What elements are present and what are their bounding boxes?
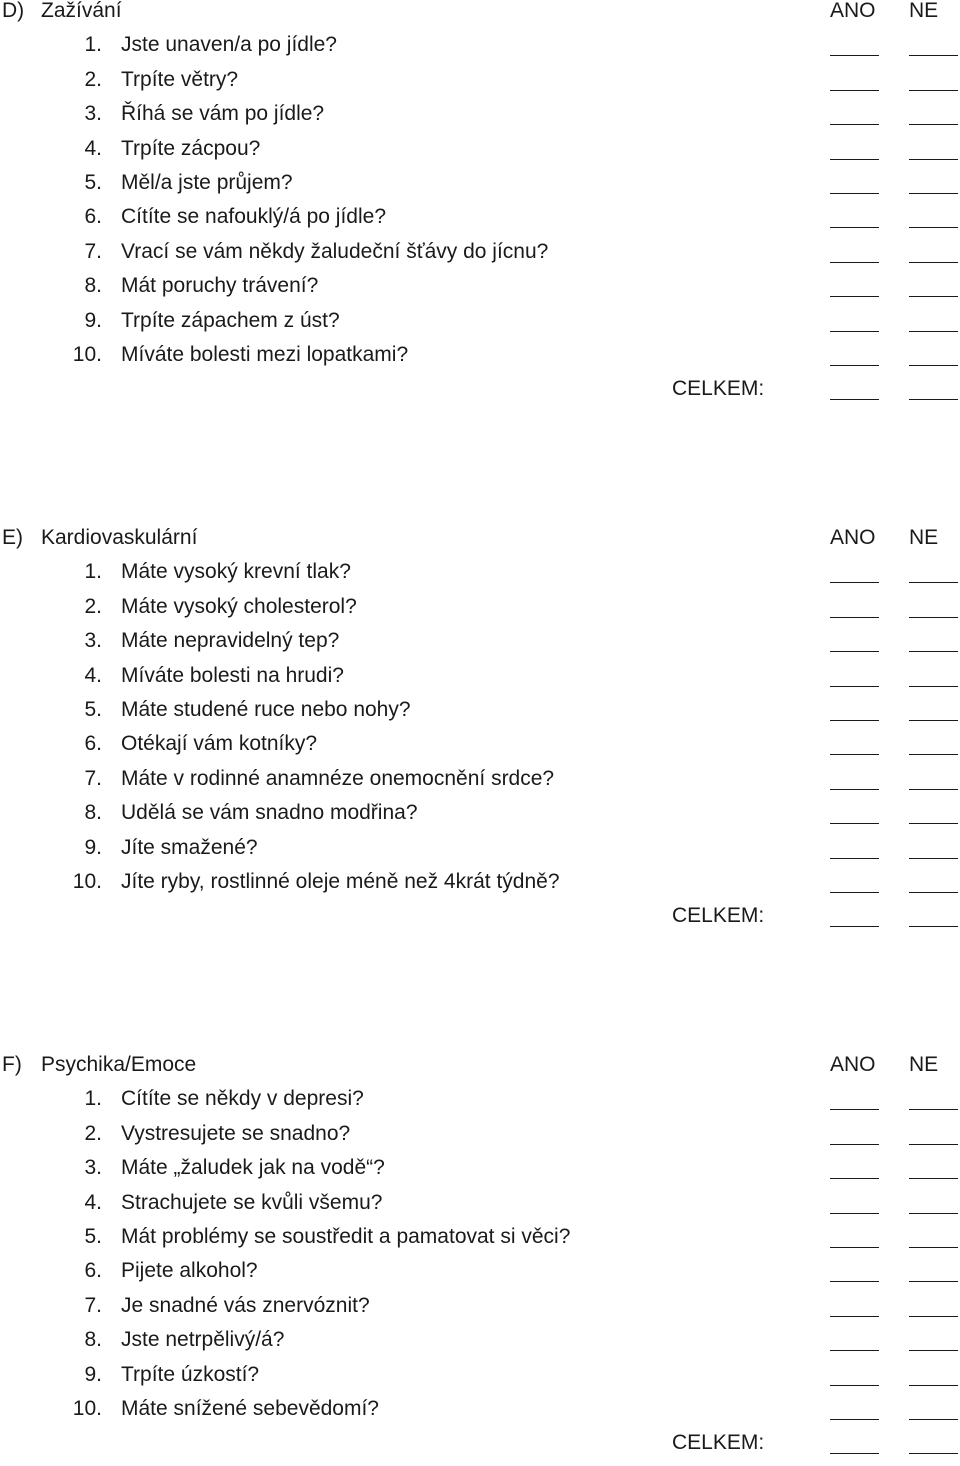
question-number: 8.	[84, 274, 102, 298]
total-blank-ne[interactable]	[909, 399, 958, 400]
question-text: Mát poruchy trávení?	[121, 274, 319, 298]
question-row	[0, 871, 960, 905]
question-number: 1.	[84, 560, 102, 584]
question-number: 5.	[84, 698, 102, 721]
total-blank-ano[interactable]	[830, 1453, 879, 1454]
question-row	[0, 1226, 960, 1260]
question-text: Jíte smažené?	[121, 835, 258, 859]
answer-blank-ne[interactable]	[909, 720, 958, 721]
question-row	[0, 561, 960, 595]
question-number: 3.	[84, 102, 102, 126]
answer-blank-ne[interactable]	[909, 1109, 958, 1110]
question-text: Trpíte úzkostí?	[121, 1362, 260, 1386]
question-number: 2.	[84, 594, 102, 618]
total-blank-ano[interactable]	[830, 399, 879, 400]
answer-blank-ne[interactable]	[909, 1281, 958, 1282]
answer-blank-ano[interactable]	[830, 365, 879, 366]
answer-blank-ano[interactable]	[830, 754, 879, 755]
column-header-ano: ANO	[830, 0, 876, 22]
question-text: Strachujete se kvůli všemu?	[121, 1190, 383, 1214]
answer-blank-ne[interactable]	[909, 892, 958, 893]
answer-blank-ne[interactable]	[909, 262, 958, 263]
answer-blank-ano[interactable]	[830, 617, 879, 618]
question-text: Jste netrpělivý/á?	[121, 1328, 285, 1352]
question-row	[0, 802, 960, 836]
question-number: 3.	[84, 629, 102, 653]
answer-blank-ne[interactable]	[909, 1350, 958, 1351]
question-number: 7.	[84, 766, 102, 790]
question-row	[0, 206, 960, 240]
answer-blank-ne[interactable]	[909, 227, 958, 228]
question-row	[0, 733, 960, 767]
answer-blank-ano[interactable]	[830, 1385, 879, 1386]
section-header	[0, 527, 960, 561]
answer-blank-ano[interactable]	[830, 823, 879, 824]
answer-blank-ano[interactable]	[830, 1178, 879, 1179]
column-header-ne: NE	[909, 526, 939, 549]
question-row	[0, 665, 960, 699]
question-number: 5.	[84, 1225, 102, 1248]
answer-blank-ne[interactable]	[909, 1247, 958, 1248]
answer-blank-ne[interactable]	[909, 1419, 958, 1420]
question-number: 2.	[84, 1121, 102, 1145]
question-text: Míváte bolesti na hrudi?	[121, 663, 344, 687]
total-row	[0, 378, 960, 412]
question-text: Pijete alkohol?	[121, 1259, 258, 1283]
section-letter: D)	[2, 0, 25, 22]
question-row	[0, 103, 960, 137]
question-row	[0, 1398, 960, 1432]
answer-blank-ne[interactable]	[909, 686, 958, 687]
question-text: Měl/a jste průjem?	[121, 171, 293, 194]
question-number: 9.	[84, 308, 102, 332]
question-text: Udělá se vám snadno modřina?	[121, 801, 418, 825]
answer-blank-ano[interactable]	[830, 720, 879, 721]
answer-blank-ne[interactable]	[909, 789, 958, 790]
total-row	[0, 905, 960, 939]
question-row	[0, 699, 960, 733]
question-text: Cítíte se nafouklý/á po jídle?	[121, 205, 386, 229]
section-title: Psychika/Emoce	[41, 1053, 197, 1076]
column-header-ne: NE	[909, 1053, 939, 1076]
answer-blank-ne[interactable]	[909, 754, 958, 755]
answer-blank-ano[interactable]	[830, 1144, 879, 1145]
answer-blank-ne[interactable]	[909, 823, 958, 824]
question-number: 1.	[84, 33, 102, 57]
question-number: 9.	[84, 1362, 102, 1386]
total-label: CELKEM:	[672, 1431, 765, 1455]
question-text: Vystresujete se snadno?	[121, 1121, 351, 1145]
total-label: CELKEM:	[672, 904, 765, 928]
question-text: Říhá se vám po jídle?	[121, 102, 325, 126]
answer-blank-ne[interactable]	[909, 124, 958, 125]
question-row	[0, 630, 960, 664]
question-text: Máte vysoký krevní tlak?	[121, 560, 351, 584]
column-header-ano: ANO	[830, 526, 876, 549]
total-blank-ne[interactable]	[909, 1453, 958, 1454]
question-text: Je snadné vás znervóznit?	[121, 1293, 370, 1317]
section-letter: E)	[2, 526, 23, 549]
answer-blank-ne[interactable]	[909, 1144, 958, 1145]
question-row	[0, 1260, 960, 1294]
column-header-ne: NE	[909, 0, 939, 22]
total-row	[0, 1432, 960, 1466]
answer-blank-ano[interactable]	[830, 892, 879, 893]
answer-blank-ne[interactable]	[909, 55, 958, 56]
question-number: 8.	[84, 1328, 102, 1352]
question-row	[0, 344, 960, 378]
answer-blank-ano[interactable]	[830, 651, 879, 652]
answer-blank-ano[interactable]	[830, 193, 879, 194]
question-number: 2.	[84, 67, 102, 91]
answer-blank-ne[interactable]	[909, 617, 958, 618]
question-number: 5.	[84, 171, 102, 194]
answer-blank-ano[interactable]	[830, 296, 879, 297]
section-title: Zažívání	[41, 0, 122, 22]
question-row	[0, 1364, 960, 1398]
question-number: 7.	[84, 1293, 102, 1317]
question-text: Trpíte zápachem z úst?	[121, 308, 340, 332]
question-text: Mát problémy se soustředit a pamatovat si věci?	[121, 1225, 571, 1248]
answer-blank-ano[interactable]	[830, 1213, 879, 1214]
question-row	[0, 837, 960, 871]
column-header-ano: ANO	[830, 1053, 876, 1076]
question-row	[0, 1088, 960, 1122]
question-number: 7.	[84, 239, 102, 263]
question-text: Máte studené ruce nebo nohy?	[121, 698, 411, 721]
answer-blank-ne[interactable]	[909, 858, 958, 859]
section-header	[0, 0, 960, 34]
question-row	[0, 172, 960, 206]
question-number: 8.	[84, 801, 102, 825]
answer-blank-ano[interactable]	[830, 55, 879, 56]
question-number: 6.	[84, 1259, 102, 1283]
answer-blank-ne[interactable]	[909, 1213, 958, 1214]
answer-blank-ano[interactable]	[830, 1281, 879, 1282]
question-text: Jíte ryby, rostlinné oleje méně než 4krát týdně?	[121, 870, 560, 893]
question-number: 10.	[72, 343, 102, 366]
question-number: 6.	[84, 205, 102, 229]
question-number: 1.	[84, 1087, 102, 1111]
question-row	[0, 1295, 960, 1329]
question-row	[0, 138, 960, 172]
question-row	[0, 34, 960, 68]
question-row	[0, 1123, 960, 1157]
question-number: 4.	[84, 136, 102, 160]
question-text: Máte v rodinné anamnéze onemocnění srdce?	[121, 766, 555, 790]
answer-blank-ne[interactable]	[909, 159, 958, 160]
answer-blank-ano[interactable]	[830, 331, 879, 332]
answer-blank-ano[interactable]	[830, 1247, 879, 1248]
question-row	[0, 1157, 960, 1191]
answer-blank-ano[interactable]	[830, 582, 879, 583]
answer-blank-ano[interactable]	[830, 789, 879, 790]
answer-blank-ano[interactable]	[830, 124, 879, 125]
question-text: Jste unaven/a po jídle?	[121, 33, 337, 57]
question-text: Máte snížené sebevědomí?	[121, 1397, 379, 1420]
question-text: Otékají vám kotníky?	[121, 732, 318, 756]
answer-blank-ne[interactable]	[909, 296, 958, 297]
answer-blank-ne[interactable]	[909, 365, 958, 366]
question-number: 4.	[84, 663, 102, 687]
question-row	[0, 69, 960, 103]
question-text: Cítíte se někdy v depresi?	[121, 1087, 364, 1111]
question-number: 10.	[72, 1397, 102, 1420]
question-text: Vrací se vám někdy žaludeční šťávy do jícnu?	[121, 239, 549, 263]
question-row	[0, 1329, 960, 1363]
question-number: 6.	[84, 732, 102, 756]
section-letter: F)	[2, 1053, 22, 1076]
answer-blank-ne[interactable]	[909, 193, 958, 194]
total-label: CELKEM:	[672, 377, 765, 401]
question-row	[0, 768, 960, 802]
question-number: 9.	[84, 835, 102, 859]
answer-blank-ano[interactable]	[830, 159, 879, 160]
section-title: Kardiovaskulární	[41, 526, 198, 549]
question-text: Míváte bolesti mezi lopatkami?	[121, 343, 409, 366]
answer-blank-ano[interactable]	[830, 90, 879, 91]
question-row	[0, 310, 960, 344]
question-number: 3.	[84, 1156, 102, 1180]
question-text: Trpíte větry?	[121, 67, 239, 91]
total-blank-ne[interactable]	[909, 926, 958, 927]
answer-blank-ne[interactable]	[909, 651, 958, 652]
question-text: Máte vysoký cholesterol?	[121, 594, 357, 618]
answer-blank-ano[interactable]	[830, 686, 879, 687]
question-row	[0, 241, 960, 275]
question-row	[0, 596, 960, 630]
question-text: Trpíte zácpou?	[121, 136, 261, 160]
answer-blank-ano[interactable]	[830, 1350, 879, 1351]
answer-blank-ne[interactable]	[909, 90, 958, 91]
question-text: Máte nepravidelný tep?	[121, 629, 340, 653]
question-text: Máte „žaludek jak na vodě“?	[121, 1156, 385, 1180]
question-number: 4.	[84, 1190, 102, 1214]
question-number: 10.	[72, 870, 102, 893]
total-blank-ano[interactable]	[830, 926, 879, 927]
answer-blank-ne[interactable]	[909, 582, 958, 583]
answer-blank-ne[interactable]	[909, 1385, 958, 1386]
question-row	[0, 1192, 960, 1226]
answer-blank-ano[interactable]	[830, 1109, 879, 1110]
answer-blank-ne[interactable]	[909, 331, 958, 332]
answer-blank-ano[interactable]	[830, 262, 879, 263]
section-header	[0, 1054, 960, 1088]
answer-blank-ano[interactable]	[830, 227, 879, 228]
answer-blank-ano[interactable]	[830, 1419, 879, 1420]
answer-blank-ne[interactable]	[909, 1178, 958, 1179]
question-row	[0, 275, 960, 309]
answer-blank-ano[interactable]	[830, 858, 879, 859]
answer-blank-ano[interactable]	[830, 1316, 879, 1317]
answer-blank-ne[interactable]	[909, 1316, 958, 1317]
